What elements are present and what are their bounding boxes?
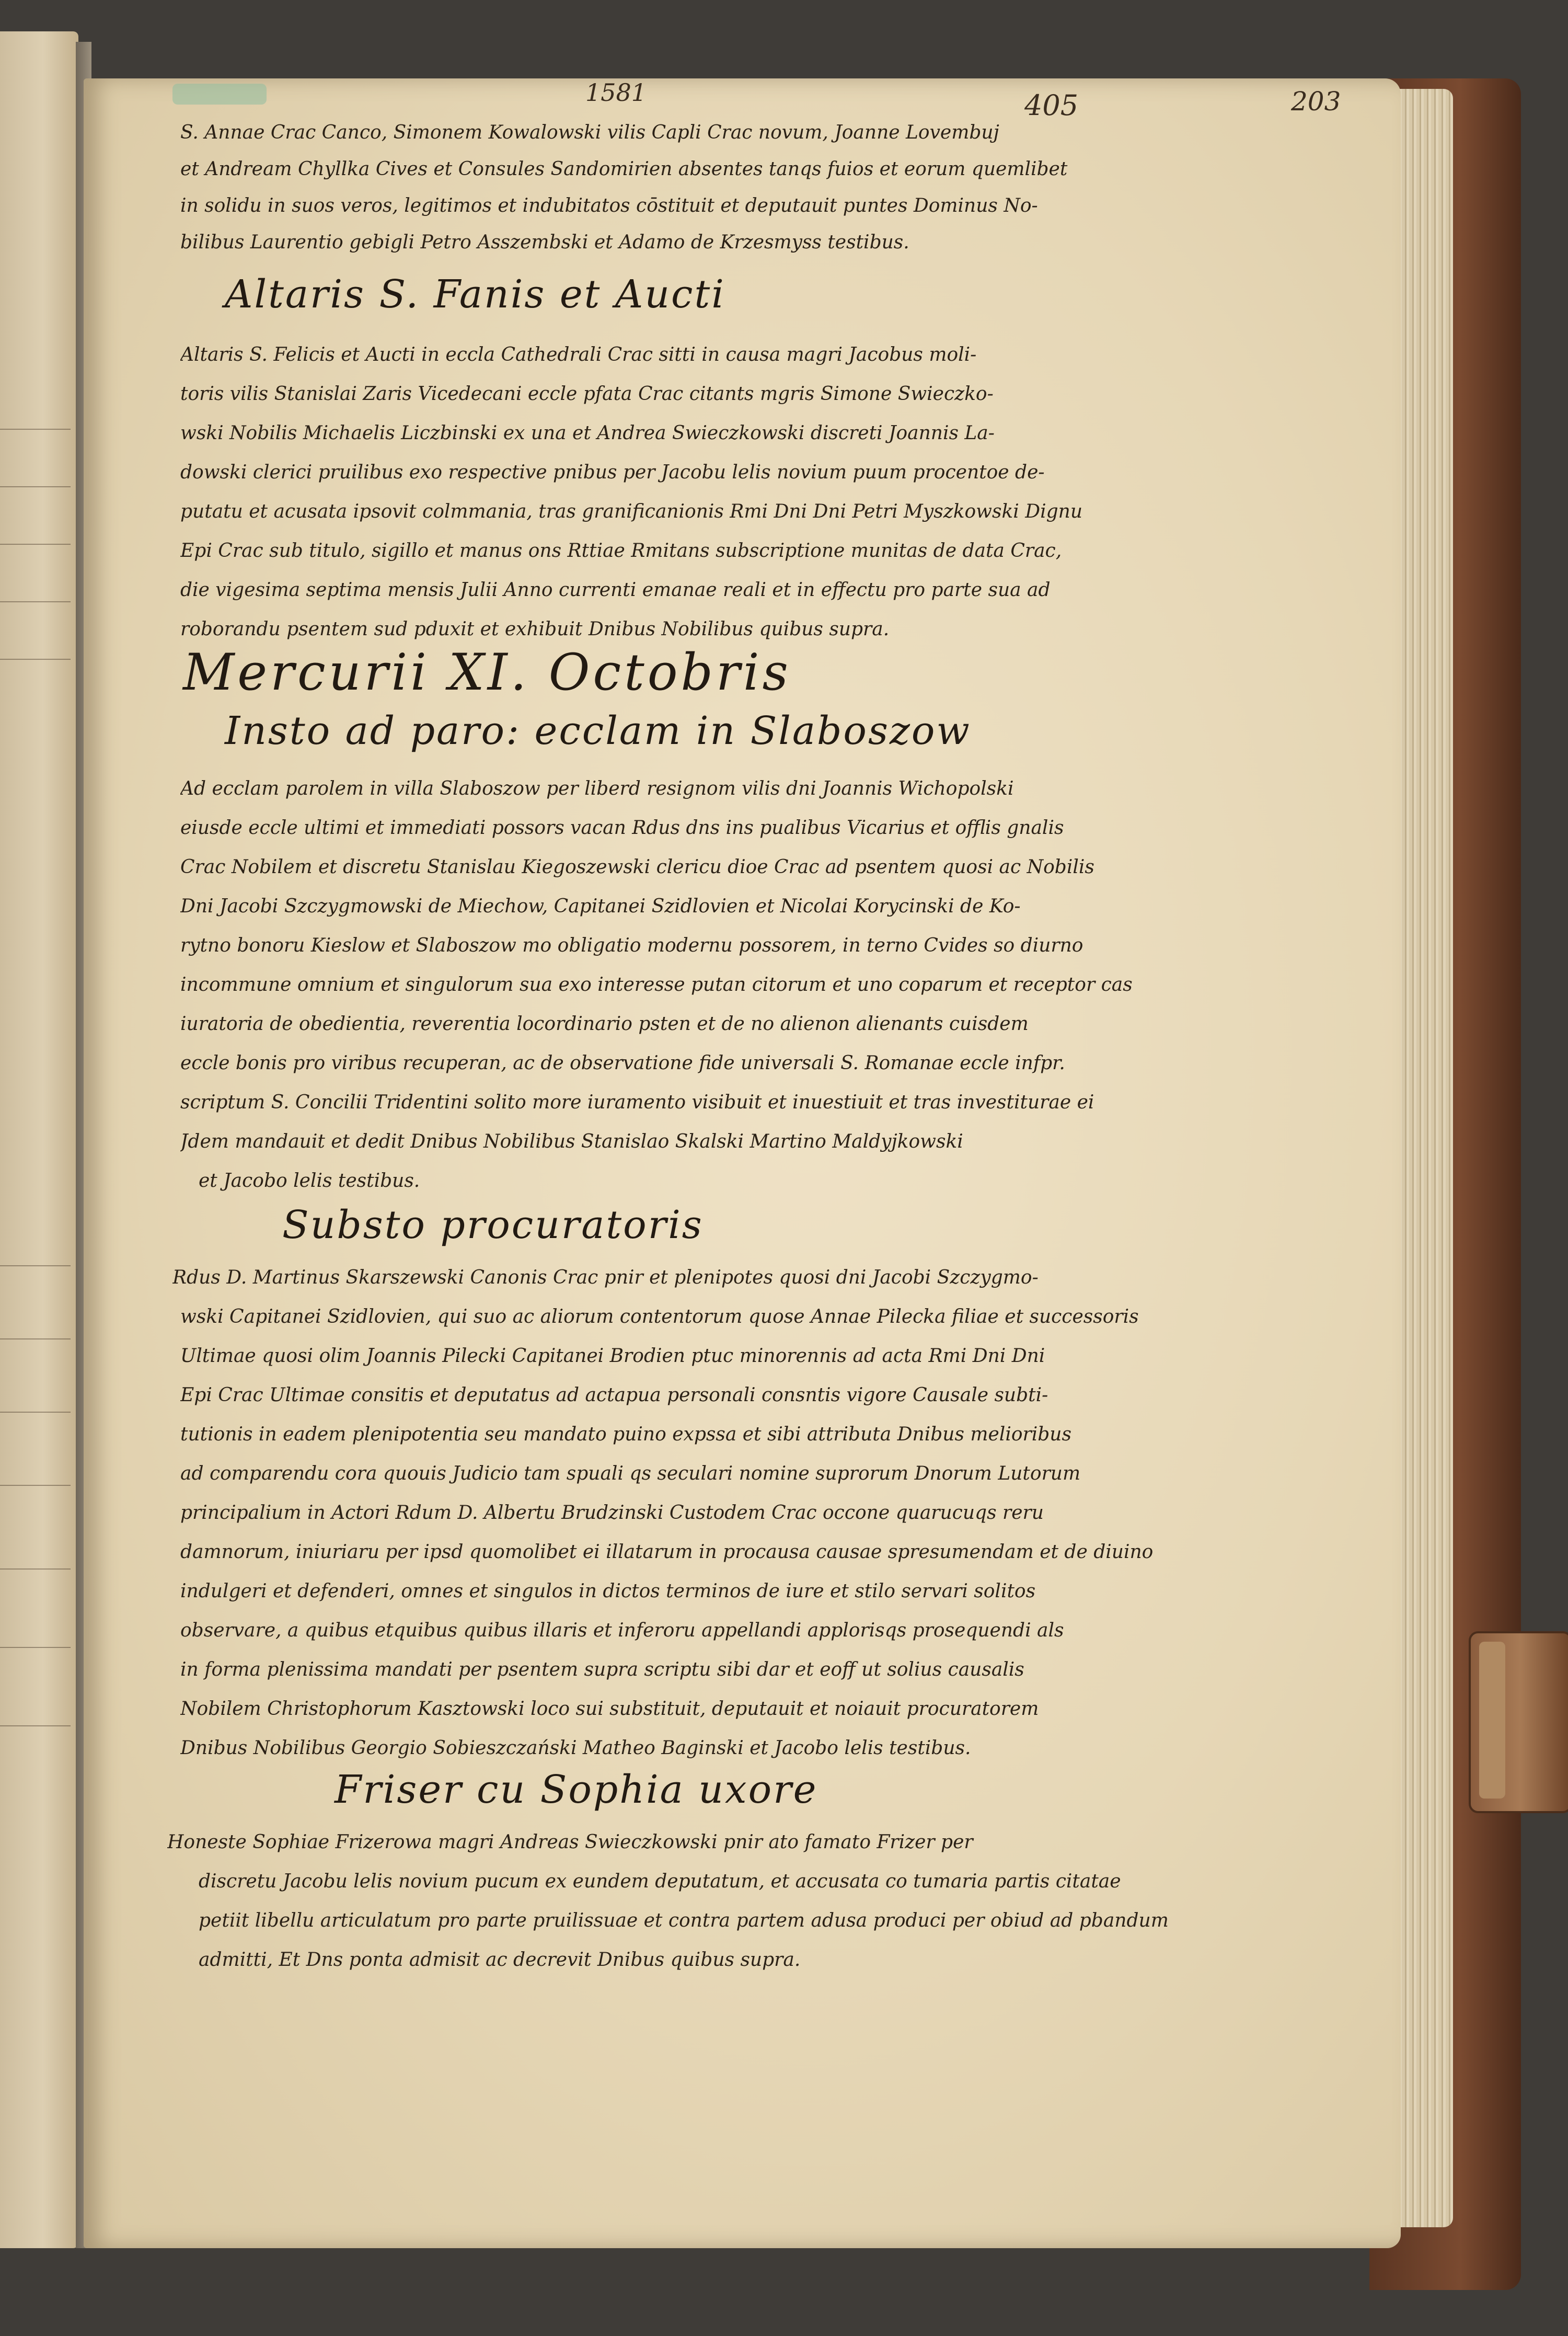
text-line: eccle bonis pro viribus recuperan, ac de observatione fide universali S. Romanae eccle infpr. [180,1052,1065,1074]
section-heading: Substo procuratoris [282,1203,704,1247]
folio-number-ink: 405 [1024,89,1079,122]
text-line: et Jacobo lelis testibus. [199,1170,420,1192]
text-line: Dnibus Nobilibus Georgio Sobieszczański Matheo Baginski et Jacobo lelis testibus. [180,1737,971,1759]
text-line: eiusde eccle ultimi et immediati possors vacan Rdus dns ins pualibus Vicarius et offlis gnalis [180,817,1064,839]
text-line: die vigesima septima mensis Julii Anno currenti emanae reali et in effectu pro parte sua ad [180,579,1051,601]
text-line: admitti, Et Dns ponta admisit ac decrevit Dnibus quibus supra. [199,1949,801,1971]
section-heading: Insto ad paro: ecclam in Slaboszow [225,708,971,753]
text-line: et Andream Chyllka Cives et Consules Sandomirien absentes tanqs fuios et eorum quemlibet [180,158,1068,180]
text-line: wski Capitanei Szidlovien, qui suo ac aliorum contentorum quose Annae Pilecka filiae et successoris [180,1306,1139,1327]
facing-page-text-line [0,659,71,660]
facing-page-text-line [0,1568,71,1570]
text-line: roborandu psentem sud pduxit et exhibuit Dnibus Nobilibus quibus supra. [180,619,890,640]
text-line: Honeste Sophiae Frizerowa magri Andreas Swieczkowski pnir ato famato Frizer per [167,1831,973,1853]
text-line: bilibus Laurentio gebigli Petro Asszembski et Adamo de Krzesmyss testibus. [180,232,909,253]
facing-page-text-line [0,429,71,430]
text-line: tutionis in eadem plenipotentia seu mandato puino expssa et sibi attributa Dnibus melioribus [180,1424,1071,1445]
text-line: in solidu in suos veros, legitimos et indubitatos cōstituit et deputauit puntes Dominus No- [180,195,1038,216]
text-line: rytno bonoru Kieslow et Slaboszow mo obligatio modernu possorem, in terno Cvides so diurno [180,935,1083,956]
text-line: iuratoria de obedientia, reverentia locordinario psten et de no alienon alienants cuisdem [180,1013,1029,1035]
facing-page-text-line [0,1338,71,1339]
text-line: Epi Crac sub titulo, sigillo et manus ons Rttiae Rmitans subscriptione munitas de data Crac, [180,540,1062,562]
text-line: dowski clerici pruilibus exo respective pnibus per Jacobu lelis novium puum procentoe de- [180,462,1045,483]
clasp-strap [1479,1642,1505,1799]
text-line: petiit libellu articulatum pro parte pruilissuae et contra partem adusa produci per obiud ad pbandum [199,1910,1169,1931]
text-line: indulgeri et defenderi, omnes et singulos in dictos terminos de iure et stilo servari solitos [180,1581,1036,1602]
facing-page-text-line [0,486,71,487]
text-line: incommune omnium et singulorum sua exo interesse putan citorum et uno coparum et receptor cas [180,974,1133,995]
text-line: Crac Nobilem et discretu Stanislau Kiegoszewski clericu dioe Crac ad psentem quosi ac Nobilis [180,856,1094,878]
text-line: Ad ecclam parolem in villa Slaboszow per liberd resignom vilis dni Joannis Wichopolski [180,778,1014,799]
text-line: scriptum S. Concilii Tridentini solito more iuramento visibuit et inuestiuit et tras investiturae ei [180,1092,1094,1113]
facing-page-text-line [0,1485,71,1486]
text-line: Epi Crac Ultimae consitis et deputatus ad actapua personali consntis vigore Causale subti- [180,1384,1048,1406]
facing-page-text-line [0,1412,71,1413]
folio-number-pencil: 203 [1291,86,1341,117]
text-line: ad comparendu cora quouis Judicio tam spuali qs seculari nomine suprorum Dnorum Lutorum [180,1463,1081,1484]
text-line: in forma plenissima mandati per psentem supra scriptu sibi dar et eoff ut solius causalis [180,1659,1024,1680]
text-line: observare, a quibus etquibus quibus illaris et inferoru appellandi applorisqs prosequendi als [180,1620,1064,1641]
date-heading: Mercurii XI. Octobris [183,643,791,702]
facing-page-edge [0,31,78,2248]
facing-page-text-line [0,1647,71,1648]
text-line: Ultimae quosi olim Joannis Pilecki Capitanei Brodien ptuc minorennis ad acta Rmi Dni Dni [180,1345,1045,1367]
facing-page-text-line [0,601,71,602]
text-line: toris vilis Stanislai Zaris Vicedecani eccle pfata Crac citants mgris Simone Swieczko- [180,383,994,405]
section-heading: Friser cu Sophia uxore [335,1767,818,1812]
facing-page-text-line [0,1265,71,1266]
text-line: Nobilem Christophorum Kasztowski loco sui substituit, deputauit et noiauit procuratorem [180,1698,1039,1720]
text-line: putatu et acusata ipsovit colmmania, tras granificanionis Rmi Dni Dni Petri Myszkowski Dignu [180,501,1083,522]
text-line: wski Nobilis Michaelis Liczbinski ex una et Andrea Swieczkowski discreti Joannis La- [180,422,995,444]
text-line: Dni Jacobi Szczygmowski de Miechow, Capitanei Szidlovien et Nicolai Korycinski de Ko- [180,896,1021,917]
text-line: discretu Jacobu lelis novium pucum ex eundem deputatum, et accusata co tumaria partis citatae [199,1871,1121,1892]
facing-page-text-line [0,1725,71,1726]
section-heading: Altaris S. Fanis et Aucti [225,272,725,317]
library-tag [172,84,267,105]
facing-page-text-line [0,544,71,545]
text-line: principalium in Actori Rdum D. Albertu Brudzinski Custodem Crac occone quarucuqs reru [180,1502,1044,1524]
text-line: Altaris S. Felicis et Aucti in eccla Cathedrali Crac sitti in causa magri Jacobus moli- [180,344,977,365]
text-line: S. Annae Crac Canco, Simonem Kowalowski vilis Capli Crac novum, Joanne Lovembuj [180,122,999,143]
folio-year: 1581 [585,78,647,107]
text-line: damnorum, iniuriaru per ipsd quomolibet ei illatarum in procausa causae spresumendam et de diuino [180,1541,1154,1563]
text-line: Jdem mandauit et dedit Dnibus Nobilibus Stanislao Skalski Martino Maldyjkowski [180,1131,963,1152]
text-line: Rdus D. Martinus Skarszewski Canonis Crac pnir et plenipotes quosi dni Jacobi Szczygmo- [172,1267,1039,1288]
